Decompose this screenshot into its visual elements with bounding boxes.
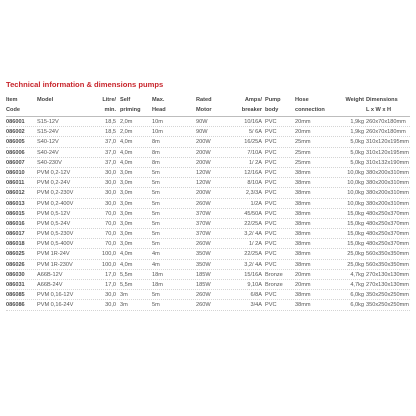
cell-amps: 1/2A [250,200,262,207]
cell-litres: 37,0 [105,139,116,146]
cell-item: 086002 [6,129,25,136]
cell-item: 086086 [6,302,25,309]
cell-litres: 17,0 [105,282,116,288]
table-header [6,96,410,116]
cell-item: 086016 [6,220,25,227]
cell-head: 4m [152,261,160,268]
cell-item: 086005 [6,139,25,146]
header-self-line1: Self [120,97,131,103]
table-row [6,158,410,168]
header-litres-line1: Litre/ [102,97,116,103]
cell-pump: PVC [265,139,277,146]
cell-self: 4,0m [120,149,133,156]
cell-head: 5m [152,302,160,309]
cell-litres: 37,0 [105,149,116,156]
cell-hose: 25mm [295,139,311,146]
cell-pump: PVC [265,292,277,299]
cell-model: PVM 0,2-12V [37,169,71,176]
table-row [6,280,410,290]
table-row [6,137,410,147]
cell-item: 086013 [6,200,25,207]
cell-item: 086015 [6,210,25,217]
cell-dims: 260x70x180mm [366,129,406,136]
cell-rated: 185W [196,282,211,288]
cell-litres: 30,0 [105,190,116,197]
cell-head: 4m [152,251,160,258]
cell-hose: 25mm [295,159,311,166]
cell-litres: 17,0 [105,271,116,278]
cell-dims: 480x250x370mm [366,210,409,217]
cell-amps: 16/25A [244,139,262,146]
header-hose-line1: Hose [295,97,309,103]
cell-litres: 18,5 [105,129,116,136]
header-head-line2: Head [152,106,166,113]
cell-hose: 20mm [295,129,311,136]
header-model [37,96,95,106]
cell-weight: 15,0kg [347,210,364,217]
cell-model: S15-24V [37,129,59,136]
cell-model: PVM 1R-230V [37,261,73,268]
cell-weight: 4,7kg [350,271,364,278]
header-item [6,96,36,115]
table-row [6,239,410,249]
cell-model: PVM 0,5-400V [37,241,74,248]
cell-rated: 200W [196,190,211,197]
cell-dims: 380x200x310mm [366,169,409,176]
cell-weight: 25,0kg [347,261,364,268]
cell-item: 086018 [6,241,25,248]
cell-amps: 3,2/ 4A [244,261,262,268]
cell-hose: 38mm [295,169,311,176]
cell-weight: 25,0kg [347,251,364,258]
cell-amps: 8/10A [247,180,262,187]
header-weight [338,96,364,106]
header-weight-line1: Weight [345,97,364,103]
cell-head: 5m [152,220,160,227]
cell-self: 3,0m [120,210,133,217]
cell-dims: 310x120x195mm [366,139,409,146]
cell-dims: 270x130x130mm [366,271,409,278]
cell-amps: 5/ 6A [248,129,262,136]
cell-head: 5m [152,169,160,176]
cell-self: 4,0m [120,251,133,258]
cell-dims: 310x132x190mm [366,159,409,166]
cell-rated: 350W [196,251,211,258]
cell-item: 086007 [6,159,25,166]
cell-weight: 10,0kg [347,190,364,197]
header-head-line1: Max. [152,97,165,103]
cell-weight: 6,0kg [350,302,364,309]
cell-model: PVM 0,5-24V [37,220,71,227]
cell-head: 8m [152,149,160,156]
cell-rated: 260W [196,292,211,299]
cell-pump: PVC [265,241,277,248]
cell-rated: 370W [196,231,211,238]
cell-dims: 480x250x370mm [366,231,409,238]
cell-model: PVM 0,16-12V [37,292,74,299]
cell-amps: 7/10A [247,149,262,156]
cell-dims: 560x350x350mm [366,261,409,268]
cell-self: 2,0m [120,119,133,125]
cell-head: 8m [152,139,160,146]
cell-weight: 5,0kg [350,159,364,166]
cell-self: 3,0m [120,231,133,238]
cell-self: 3m [120,302,128,309]
cell-model: PVM 0,2-24V [37,180,71,187]
cell-weight: 15,0kg [347,220,364,227]
cell-rated: 260W [196,200,211,207]
cell-litres: 100,0 [102,251,116,258]
cell-rated: 200W [196,139,211,146]
cell-model: PVM 0,2-400V [37,200,74,207]
table-row [6,249,410,259]
cell-rated: 350W [196,261,211,268]
table-row [6,188,410,198]
spec-table-body [6,117,410,311]
cell-hose: 38mm [295,241,311,248]
cell-litres: 100,0 [102,261,116,268]
cell-head: 10m [152,119,163,125]
cell-litres: 30,0 [105,180,116,187]
cell-self: 4,0m [120,261,133,268]
cell-weight: 6,0kg [350,292,364,299]
cell-item: 086030 [6,271,25,278]
cell-pump: PVC [265,302,277,309]
cell-pump: PVC [265,180,277,187]
cell-dims: 350x250x250mm [366,292,409,299]
cell-item: 086006 [6,149,25,156]
header-item-line2: Code [6,106,20,113]
cell-hose: 20mm [295,119,311,125]
table-row [6,148,410,158]
cell-head: 5m [152,292,160,299]
cell-pump: PVC [265,149,277,156]
header-amps-line1: Amps/ [244,97,262,103]
cell-model: S40-24V [37,149,59,156]
cell-item: 086017 [6,231,25,238]
cell-hose: 38mm [295,200,311,207]
cell-pump: PVC [265,190,277,197]
cell-pump: PVC [265,210,277,217]
cell-head: 10m [152,129,163,136]
cell-hose: 25mm [295,149,311,156]
cell-amps: 3,2/ 4A [244,231,262,238]
header-hose [295,96,333,115]
cell-dims: 270x130x130mm [366,282,409,288]
cell-dims: 480x250x370mm [366,220,409,227]
table-row [6,168,410,178]
cell-rated: 200W [196,149,211,156]
header-model-line1: Model [37,97,54,103]
cell-self: 4,0m [120,159,133,166]
table-row [6,260,410,270]
cell-item: 086026 [6,261,25,268]
header-dims-line2: L x W x H [366,106,392,113]
cell-dims: 560x350x350mm [366,251,409,258]
header-amps [232,96,262,115]
header-litres [94,96,116,115]
cell-head: 5m [152,210,160,217]
cell-model: PVM 0,5-230V [37,231,74,238]
cell-pump: Bronze [265,271,283,278]
cell-hose: 38mm [295,190,311,197]
cell-hose: 38mm [295,220,311,227]
cell-litres: 70,0 [105,220,116,227]
cell-model: S40-230V [37,159,62,166]
cell-pump: PVC [265,251,277,258]
cell-head: 8m [152,159,160,166]
cell-dims: 260x70x180mm [366,119,406,125]
cell-weight: 5,0kg [350,149,364,156]
cell-model: S15-12V [37,119,59,125]
cell-weight: 4,7kg [350,282,364,288]
cell-amps: 12/16A [244,169,262,176]
cell-rated: 120W [196,180,211,187]
cell-pump: PVC [265,261,277,268]
cell-model: A66B-24V [37,282,63,288]
cell-pump: PVC [265,220,277,227]
cell-head: 5m [152,190,160,197]
cell-hose: 38mm [295,251,311,258]
header-self-line2: priming [120,106,141,113]
header-rated [196,96,226,115]
cell-head: 5m [152,231,160,238]
cell-rated: 370W [196,210,211,217]
cell-pump: Bronze [265,282,283,288]
table-row [6,209,410,219]
cell-dims: 380x200x310mm [366,180,409,187]
cell-self: 2,0m [120,129,133,136]
cell-self: 5,5m [120,271,133,278]
cell-pump: PVC [265,159,277,166]
cell-amps: 9,10A [247,282,262,288]
cell-rated: 120W [196,169,211,176]
cell-model: PVM 1R-24V [37,251,70,258]
cell-litres: 30,0 [105,169,116,176]
cell-weight: 15,0kg [347,241,364,248]
table-row [6,127,410,137]
cell-head: 5m [152,180,160,187]
cell-self: 3,0m [120,241,133,248]
cell-pump: PVC [265,200,277,207]
cell-model: PVM 0,2-230V [37,190,74,197]
cell-amps: 2,3/3A [245,190,262,197]
cell-weight: 15,0kg [347,231,364,238]
cell-weight: 1,9kg [350,129,364,136]
cell-item: 086085 [6,292,25,299]
cell-head: 18m [152,282,163,288]
cell-pump: PVC [265,119,277,125]
cell-hose: 20mm [295,282,311,288]
header-dims [366,96,414,115]
cell-model: PVM 0,5-12V [37,210,71,217]
cell-item: 086031 [6,282,25,288]
cell-self: 4,0m [120,139,133,146]
cell-amps: 45/50A [244,210,262,217]
cell-amps: 3/4A [250,302,262,309]
cell-dims: 380x200x310mm [366,200,409,207]
cell-litres: 30,0 [105,200,116,207]
cell-rated: 370W [196,220,211,227]
cell-self: 3,0m [120,180,133,187]
cell-litres: 30,0 [105,292,116,299]
header-pump-line1: Pump [265,97,281,103]
cell-pump: PVC [265,129,277,136]
header-amps-line2: breaker [241,106,262,113]
cell-head: 5m [152,200,160,207]
cell-self: 5,5m [120,282,133,288]
cell-amps: 22/25A [244,220,262,227]
header-hose-line2: connection [295,106,325,113]
table-row [6,229,410,239]
header-pump [265,96,293,115]
header-rated-line1: Rated [196,97,212,103]
table-row [6,290,410,300]
cell-self: 3m [120,292,128,299]
cell-dims: 310x120x195mm [366,149,409,156]
cell-weight: 5,0kg [350,139,364,146]
table-row [6,270,410,280]
table-row [6,199,410,209]
cell-self: 3,0m [120,169,133,176]
header-pump-line2: body [265,106,279,113]
cell-litres: 37,0 [105,159,116,166]
cell-litres: 70,0 [105,241,116,248]
cell-amps: 6/8A [250,292,262,299]
cell-hose: 38mm [295,180,311,187]
cell-hose: 38mm [295,302,311,309]
cell-amps: 15/16A [244,271,262,278]
table-row [6,117,410,127]
cell-self: 3,0m [120,220,133,227]
cell-rated: 260W [196,241,211,248]
cell-item: 086025 [6,251,25,258]
cell-litres: 18,5 [105,119,116,125]
cell-item: 086012 [6,190,25,197]
header-head [152,96,176,115]
cell-self: 3,0m [120,190,133,197]
cell-hose: 38mm [295,292,311,299]
cell-amps: 22/25A [244,251,262,258]
cell-rated: 185W [196,271,211,278]
cell-weight: 10,0kg [347,200,364,207]
cell-rated: 200W [196,159,211,166]
cell-head: 5m [152,241,160,248]
table-row [6,300,410,310]
header-litres-line2: min. [104,106,116,113]
cell-litres: 30,0 [105,302,116,309]
cell-pump: PVC [265,169,277,176]
cell-hose: 38mm [295,231,311,238]
header-dims-line1: Dimensions [366,97,398,103]
cell-self: 3,0m [120,200,133,207]
cell-dims: 380x200x310mm [366,190,409,197]
cell-hose: 20mm [295,271,311,278]
cell-item: 086010 [6,169,25,176]
cell-litres: 70,0 [105,210,116,217]
cell-rated: 90W [196,119,208,125]
cell-dims: 350x250x250mm [366,302,409,309]
cell-model: A66B-12V [37,271,63,278]
cell-weight: 10,0kg [347,180,364,187]
cell-amps: 1/ 2A [248,159,262,166]
header-rated-line2: Motor [196,106,212,113]
cell-item: 086011 [6,180,25,187]
cell-model: S40-12V [37,139,59,146]
table-row [6,178,410,188]
header-item-line1: Item [6,97,18,103]
table-title: Technical information & dimensions pumps [6,80,164,89]
cell-amps: 1/ 2A [248,241,262,248]
cell-rated: 260W [196,302,211,309]
cell-rated: 90W [196,129,208,136]
cell-model: PVM 0,16-24V [37,302,74,309]
cell-litres: 70,0 [105,231,116,238]
table-row [6,219,410,229]
cell-hose: 38mm [295,210,311,217]
cell-weight: 1,9kg [350,119,364,125]
cell-hose: 38mm [295,261,311,268]
cell-weight: 10,0kg [347,169,364,176]
header-self [120,96,146,115]
cell-item: 086001 [6,119,25,125]
cell-amps: 10/16A [244,119,262,125]
cell-dims: 480x250x370mm [366,241,409,248]
cell-head: 18m [152,271,163,278]
cell-pump: PVC [265,231,277,238]
